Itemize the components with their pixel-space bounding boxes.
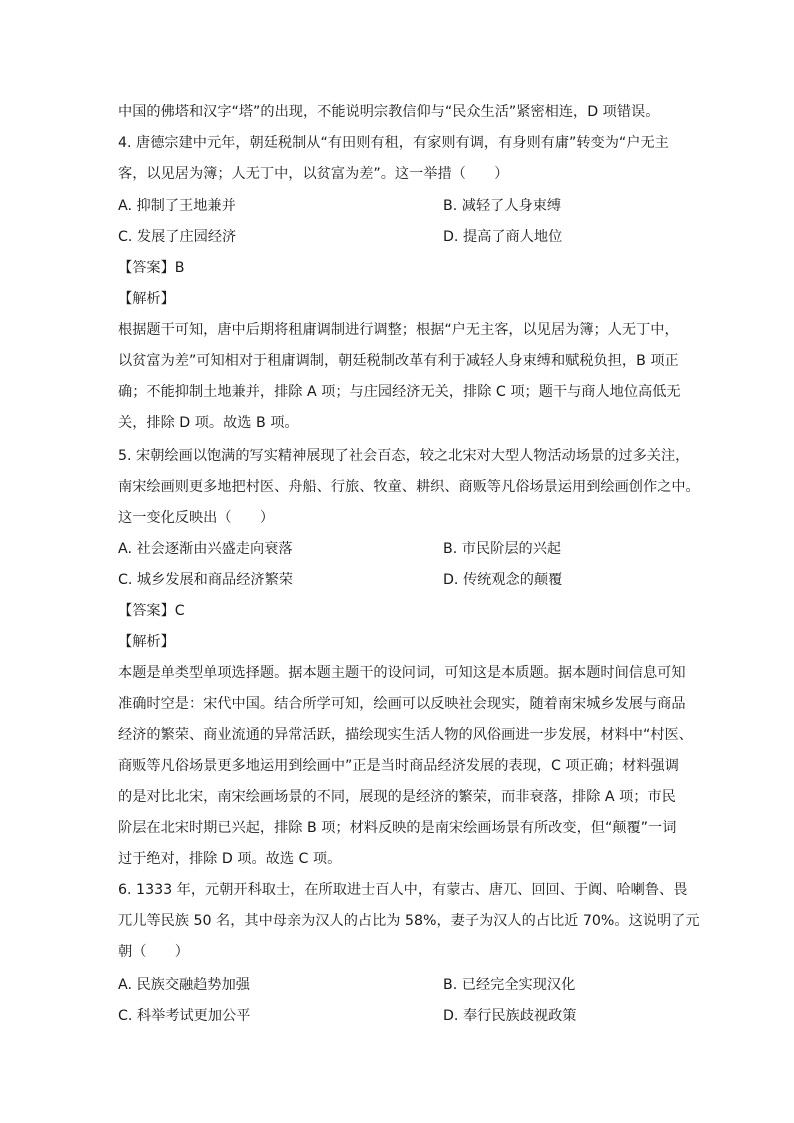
q6-stem-line-3: 朝（ ） — [118, 944, 189, 960]
q5-option-b: B. 市民阶层的兴起 — [443, 541, 562, 557]
q5-stem-line-2: 南宋绘画则更多地把村医、舟船、行旅、牧童、耕织、商贩等凡俗场景运用到绘画创作之中。 — [118, 479, 700, 495]
q4-option-c: C. 发展了庄园经济 — [118, 229, 237, 245]
q5-analysis-line-1: 本题是单类型单项选择题。据本题主题干的设问词，可知这是本质题。据本题时间信息可知 — [118, 665, 686, 681]
q4-stem-line-2: 客，以见居为簿；人无丁中，以贫富为差”。这一举措（ ） — [118, 166, 509, 182]
q5-analysis-line-5: 的是对比北宋，南宋绘画场景的不同，展现的是经济的繁荣，而非衰落，排除 A 项；市民 — [118, 789, 676, 805]
q5-option-d: D. 传统观念的颠覆 — [443, 572, 563, 588]
q5-analysis-line-3: 经济的繁荣、商业流通的异常活跃，描绘现实生活人物的风俗画进一步发展，材料中“村医、 — [118, 727, 693, 743]
q5-analysis-line-2: 准确时空是：宋代中国。结合所学可知，绘画可以反映社会现实，随着南宋城乡发展与商品 — [118, 696, 686, 712]
q4-analysis-label: 【解析】 — [118, 291, 175, 307]
q6-stem-line-1: 6. 1333 年，元朝开科取士，在所取进士百人中，有蒙古、唐兀、回回、于阗、哈喇鲁、畏 — [118, 882, 688, 898]
q5-answer: 【答案】C — [118, 603, 185, 619]
q5-stem-line-3: 这一变化反映出（ ） — [118, 510, 275, 526]
q5-option-a: A. 社会逐渐由兴盛走向衰落 — [118, 541, 293, 557]
q6-option-d: D. 奉行民族歧视政策 — [443, 1008, 577, 1024]
q5-analysis-line-7: 过于绝对，排除 D 项。故选 C 项。 — [118, 851, 342, 867]
q5-analysis-label: 【解析】 — [118, 634, 175, 650]
q4-analysis-line-3: 确；不能抑制土地兼并，排除 A 项；与庄园经济无关，排除 C 项；题干与商人地位高低无 — [118, 384, 681, 400]
q3-analysis-tail: 中国的佛塔和汉字“塔”的出现，不能说明宗教信仰与“民众生活”紧密相连，D 项错误。 — [118, 104, 660, 120]
q6-option-c: C. 科举考试更加公平 — [118, 1008, 251, 1024]
q5-option-c: C. 城乡发展和商品经济繁荣 — [118, 572, 293, 588]
q4-answer: 【答案】B — [118, 260, 185, 276]
q5-analysis-line-6: 阶层在北宋时期已兴起，排除 B 项；材料反映的是南宋绘画场景有所改变，但“颠覆”一词 — [118, 820, 677, 836]
q6-stem-line-2: 兀儿等民族 50 名，其中母亲为汉人的占比为 58%，妻子为汉人的占比近 70%。这说明了元 — [118, 913, 700, 929]
q4-analysis-line-4: 关，排除 D 项。故选 B 项。 — [118, 415, 299, 431]
q5-analysis-line-4: 商贩等凡俗场景更多地运用到绘画中”正是当时商品经济发展的表现，C 项正确；材料强调 — [118, 758, 679, 774]
q4-stem-line-1: 4. 唐德宗建中元年，朝廷税制从“有田则有租，有家则有调，有身则有庸”转变为“户无主 — [118, 135, 669, 151]
q4-option-a: A. 抑制了王地兼并 — [118, 198, 236, 214]
q4-analysis-line-2: 以贫富为差”可知相对于租庸调制，朝廷税制改革有利于减轻人身束缚和赋税负担，B 项正 — [118, 353, 679, 369]
q4-option-d: D. 提高了商人地位 — [443, 229, 563, 245]
q5-stem-line-1: 5. 宋朝绘画以饱满的写实精神展现了社会百态，较之北宋对大型人物活动场景的过多关注， — [118, 448, 690, 464]
q6-option-a: A. 民族交融趋势加强 — [118, 977, 250, 993]
q4-analysis-line-1: 根据题干可知，唐中后期将租庸调制进行调整；根据“户无主客，以见居为簿；人无丁中， — [118, 322, 679, 338]
q4-option-b: B. 减轻了人身束缚 — [443, 198, 562, 214]
q6-option-b: B. 已经完全实现汉化 — [443, 977, 576, 993]
